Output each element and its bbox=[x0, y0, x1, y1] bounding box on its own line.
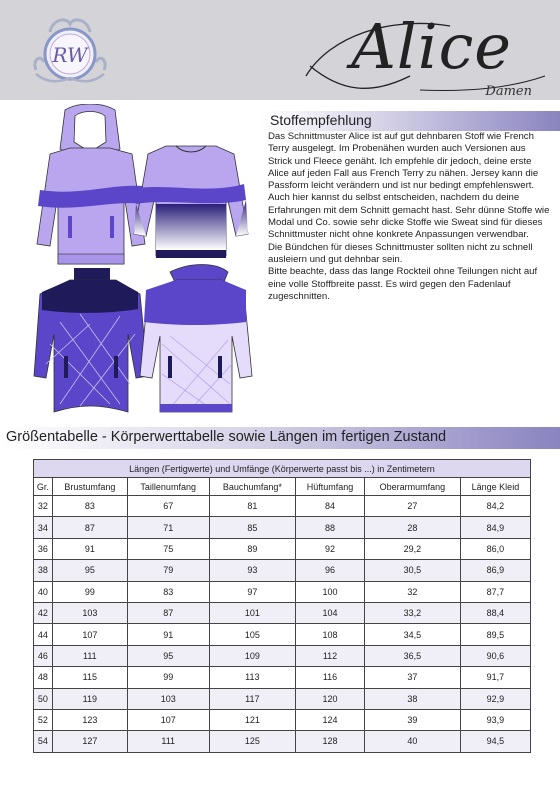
table-cell: 91,7 bbox=[460, 667, 530, 688]
table-cell: 112 bbox=[296, 645, 365, 666]
table-cell: 83 bbox=[52, 496, 127, 517]
column-header: Gr. bbox=[34, 478, 53, 496]
table-cell: 87 bbox=[127, 602, 209, 623]
table-cell: 113 bbox=[209, 667, 296, 688]
table-cell: 37 bbox=[364, 667, 460, 688]
size-table-body bbox=[34, 496, 531, 753]
table-cell: 40 bbox=[34, 581, 53, 602]
table-cell: 93,9 bbox=[460, 709, 530, 730]
table-cell: 120 bbox=[296, 688, 365, 709]
shawl-collar-dress-illustration bbox=[140, 265, 252, 413]
column-header: Taillenumfang bbox=[127, 478, 209, 496]
turtleneck-dress-illustration bbox=[34, 268, 148, 412]
table-cell: 71 bbox=[127, 517, 209, 538]
table-cell: 30,5 bbox=[364, 560, 460, 581]
table-cell: 123 bbox=[52, 709, 127, 730]
table-cell: 54 bbox=[34, 731, 53, 752]
table-row bbox=[34, 517, 531, 538]
table-row bbox=[34, 624, 531, 645]
table-cell: 89 bbox=[209, 538, 296, 559]
table-cell: 91 bbox=[127, 624, 209, 645]
table-cell: 119 bbox=[52, 688, 127, 709]
table-cell: 87,7 bbox=[460, 581, 530, 602]
table-cell: 124 bbox=[296, 709, 365, 730]
page-header bbox=[0, 0, 560, 100]
table-row bbox=[34, 688, 531, 709]
table-cell: 127 bbox=[52, 731, 127, 752]
table-cell: 28 bbox=[364, 517, 460, 538]
table-cell: 103 bbox=[52, 602, 127, 623]
column-header: Oberarmumfang bbox=[364, 478, 460, 496]
column-header: Brustumfang bbox=[52, 478, 127, 496]
table-cell: 32 bbox=[364, 581, 460, 602]
table-cell: 52 bbox=[34, 709, 53, 730]
table-cell: 79 bbox=[127, 560, 209, 581]
table-row bbox=[34, 581, 531, 602]
table-cell: 103 bbox=[127, 688, 209, 709]
size-table-caption: Längen (Fertigwerte) und Umfänge (Körperwerte passt bis ...) in Zentimetern bbox=[34, 460, 531, 478]
table-cell: 86,0 bbox=[460, 538, 530, 559]
table-cell: 85 bbox=[209, 517, 296, 538]
brand-title: Alice bbox=[351, 10, 512, 83]
table-cell: 93 bbox=[209, 560, 296, 581]
table-row bbox=[34, 538, 531, 559]
table-cell: 104 bbox=[296, 602, 365, 623]
table-cell: 84 bbox=[296, 496, 365, 517]
table-row bbox=[34, 645, 531, 666]
garment-illustrations bbox=[20, 104, 260, 424]
table-cell: 115 bbox=[52, 667, 127, 688]
column-header: Bauchumfang* bbox=[209, 478, 296, 496]
size-table-heading-bar bbox=[0, 427, 560, 449]
table-cell: 36,5 bbox=[364, 645, 460, 666]
table-cell: 88 bbox=[296, 517, 365, 538]
table-row bbox=[34, 709, 531, 730]
recommendation-text bbox=[268, 131, 550, 303]
table-cell: 111 bbox=[127, 731, 209, 752]
recommendation-paragraph: Bitte beachte, dass das lange Rockteil ohne Teilungen nicht auf eine volle Stoffbreite passt. Es wird gegen den Fadenlauf zugeschnitten. bbox=[268, 266, 538, 302]
table-row bbox=[34, 602, 531, 623]
table-cell: 33,2 bbox=[364, 602, 460, 623]
table-cell: 75 bbox=[127, 538, 209, 559]
table-cell: 121 bbox=[209, 709, 296, 730]
size-table bbox=[33, 459, 531, 753]
table-cell: 91 bbox=[52, 538, 127, 559]
table-cell: 48 bbox=[34, 667, 53, 688]
table-cell: 105 bbox=[209, 624, 296, 645]
table-cell: 94,5 bbox=[460, 731, 530, 752]
table-cell: 99 bbox=[127, 667, 209, 688]
size-table-heading: Größentabelle - Körperwerttabelle sowie Längen im fertigen Zustand bbox=[6, 429, 447, 445]
table-cell: 34 bbox=[34, 517, 53, 538]
table-cell: 42 bbox=[34, 602, 53, 623]
table-cell: 39 bbox=[364, 709, 460, 730]
table-cell: 27 bbox=[364, 496, 460, 517]
table-cell: 99 bbox=[52, 581, 127, 602]
recommendation-paragraph: Die Bündchen für dieses Schnittmuster sollten nicht zu schnell ausleiern und gut dehnbar sein. bbox=[268, 241, 533, 265]
table-row bbox=[34, 496, 531, 517]
sweater-illustration bbox=[134, 146, 248, 258]
brand bbox=[300, 6, 550, 101]
table-cell: 95 bbox=[52, 560, 127, 581]
table-cell: 36 bbox=[34, 538, 53, 559]
table-cell: 92,9 bbox=[460, 688, 530, 709]
table-cell: 111 bbox=[52, 645, 127, 666]
table-cell: 92 bbox=[296, 538, 365, 559]
table-row bbox=[34, 667, 531, 688]
table-cell: 86,9 bbox=[460, 560, 530, 581]
brand-subtitle: Damen bbox=[485, 84, 532, 99]
table-row bbox=[34, 560, 531, 581]
hoodie-illustration bbox=[37, 104, 145, 264]
table-cell: 100 bbox=[296, 581, 365, 602]
table-cell: 125 bbox=[209, 731, 296, 752]
table-cell: 117 bbox=[209, 688, 296, 709]
table-cell: 108 bbox=[296, 624, 365, 645]
table-cell: 81 bbox=[209, 496, 296, 517]
table-cell: 84,2 bbox=[460, 496, 530, 517]
table-cell: 101 bbox=[209, 602, 296, 623]
table-cell: 116 bbox=[296, 667, 365, 688]
column-header: Länge Kleid bbox=[460, 478, 530, 496]
recommendation-paragraph: Das Schnittmuster Alice ist auf gut dehnbaren Stoff wie French Terry ausgelegt. Im Probenähen wurden auch Versionen aus Strick und Fleece genäht. Ich empfehle dir jedoch, deine erste Alice auf jeden Fall aus French Terry zu nähen. Jersey kann die Passform leicht verändern und ist nur bedingt empfehlenswert. Auch hier kannst du selbst entscheiden, nachdem du deine Erfahrungen mit dem Schnitt gemacht hast. Sehr dünne Stoffe wie Modal und Co. sowie sehr dicke Stoffe wie Sweat sind für dieses Schnittmuster nicht ohne konkrete Anpassungen verwendbar. bbox=[268, 131, 550, 241]
table-cell: 67 bbox=[127, 496, 209, 517]
table-cell: 40 bbox=[364, 731, 460, 752]
table-cell: 29,2 bbox=[364, 538, 460, 559]
table-cell: 107 bbox=[52, 624, 127, 645]
table-cell: 89,5 bbox=[460, 624, 530, 645]
table-cell: 34,5 bbox=[364, 624, 460, 645]
table-cell: 107 bbox=[127, 709, 209, 730]
table-cell: 97 bbox=[209, 581, 296, 602]
table-row bbox=[34, 731, 531, 752]
table-cell: 83 bbox=[127, 581, 209, 602]
table-cell: 84,9 bbox=[460, 517, 530, 538]
table-cell: 96 bbox=[296, 560, 365, 581]
table-cell: 90,6 bbox=[460, 645, 530, 666]
table-cell: 109 bbox=[209, 645, 296, 666]
logo bbox=[30, 12, 110, 92]
table-cell: 46 bbox=[34, 645, 53, 666]
logo-monogram: RW bbox=[52, 43, 88, 67]
table-cell: 87 bbox=[52, 517, 127, 538]
table-cell: 38 bbox=[34, 560, 53, 581]
table-cell: 95 bbox=[127, 645, 209, 666]
table-cell: 38 bbox=[364, 688, 460, 709]
recommendation-heading: Stoffempfehlung bbox=[270, 112, 372, 128]
table-cell: 32 bbox=[34, 496, 53, 517]
size-table-header-row bbox=[34, 478, 531, 496]
table-cell: 128 bbox=[296, 731, 365, 752]
column-header: Hüftumfang bbox=[296, 478, 365, 496]
table-cell: 50 bbox=[34, 688, 53, 709]
table-cell: 88,4 bbox=[460, 602, 530, 623]
recommendation-heading-bar bbox=[262, 111, 560, 131]
table-cell: 44 bbox=[34, 624, 53, 645]
